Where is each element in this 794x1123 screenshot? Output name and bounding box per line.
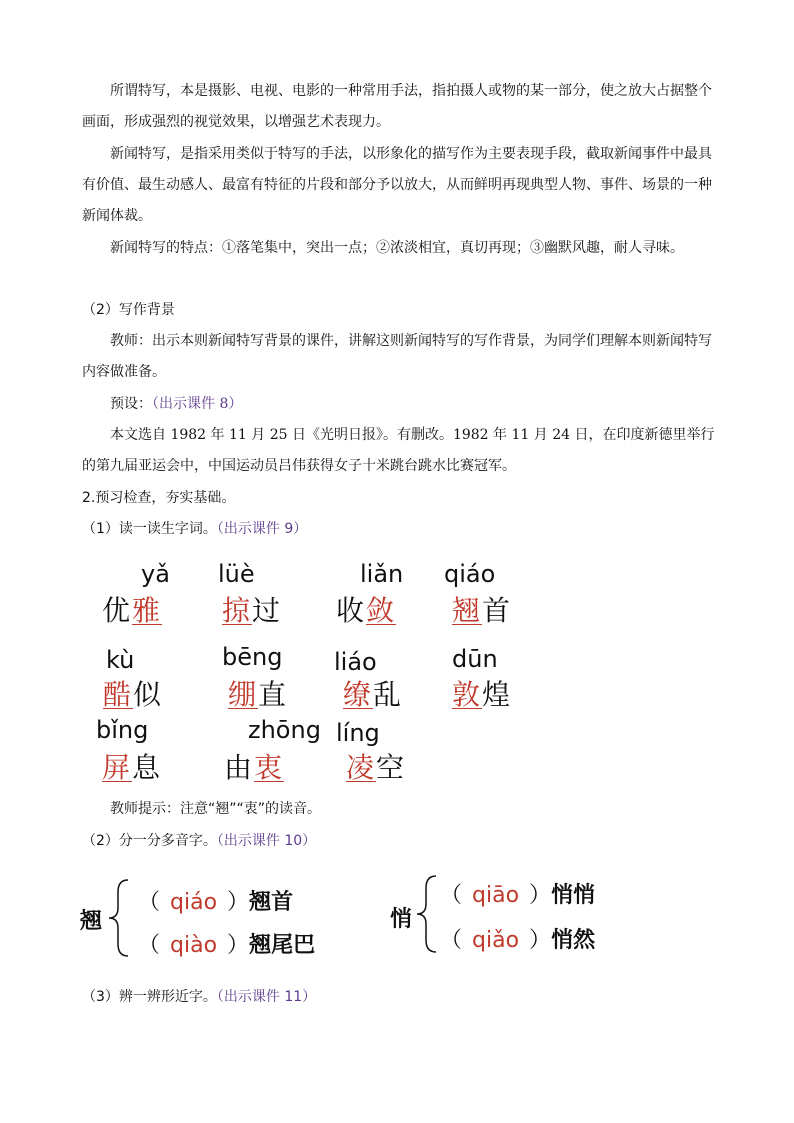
- target-char: 酷: [103, 678, 134, 711]
- news-feature-paragraph: 新闻特写，是指采用类似于特写的手法，以形象化的描写作为主要表现手段，截取新闻事件中最具有价值、最生动感人、最富有特征的片段和部分予以放大，从而鲜明再现典型人物、事件、场景的一种新闻体裁。: [82, 146, 712, 224]
- pinyin-ya: yǎ: [141, 560, 170, 588]
- pinyin-zhong: zhōng: [248, 716, 321, 744]
- paren: （: [138, 933, 161, 958]
- word-dunhuang: [452, 673, 512, 713]
- poly-char-qiao2: 悄: [390, 906, 413, 932]
- poly-pinyin: qiào: [170, 933, 218, 958]
- word-youzhong: [224, 746, 284, 786]
- poly-row-qiao2-2: [440, 923, 595, 954]
- brace-icon: [106, 878, 130, 958]
- courseware-8: （出示课件 8）: [152, 396, 243, 412]
- preset-label: 预设：: [110, 396, 152, 412]
- target-char: 翘: [452, 594, 483, 627]
- pinyin-dun: dūn: [452, 645, 498, 673]
- poly-pinyin: qiáo: [170, 890, 218, 915]
- target-char: 凌: [346, 751, 377, 784]
- target-char: 雅: [132, 594, 163, 627]
- writing-background-heading: （2）写作背景: [82, 302, 175, 318]
- pinyin-liao: liáo: [334, 648, 377, 676]
- paren: （: [138, 890, 161, 915]
- target-char: 掠: [222, 594, 253, 627]
- poly-word: 悄然: [551, 927, 596, 953]
- char: 优: [102, 594, 133, 627]
- shape-label: （3）辨一辨形近字。: [82, 989, 217, 1005]
- teacher-background-paragraph: 教师：出示本则新闻特写背景的课件，讲解这则新闻特写的写作背景，为同学们理解本则新闻特写内容做准备。: [82, 333, 712, 380]
- char: 煌: [482, 678, 513, 711]
- poly-word: 翘尾巴: [249, 932, 316, 958]
- char: 似: [133, 678, 164, 711]
- poly-row-qiao-1: [138, 885, 293, 916]
- poly-pinyin: qiǎo: [472, 928, 520, 953]
- polyphone-label: （2）分一分多音字。: [82, 833, 217, 849]
- features-paragraph: 新闻特写的特点：①落笔集中，突出一点；②浓淡相宜，真切再现；③幽默风趣，耐人寻味。: [110, 240, 684, 256]
- pinyin-ku: kù: [106, 646, 135, 674]
- word-youya: [102, 589, 162, 629]
- shape-heading: [82, 982, 722, 1013]
- pinyin-lian: liǎn: [360, 560, 404, 588]
- char: 首: [482, 594, 513, 627]
- char: 息: [132, 751, 163, 784]
- char: 收: [336, 594, 367, 627]
- definition-paragraph: 所谓特写，本是摄影、电视、电影的一种常用手法，指拍摄人或物的某一部分，使之放大占据整个画面，形成强烈的视觉效果，以增强艺术表现力。: [82, 83, 712, 130]
- target-char: 敛: [366, 594, 397, 627]
- pinyin-bing: bǐng: [96, 716, 149, 744]
- poly-word: 翘首: [249, 889, 294, 915]
- poly-pinyin: qiāo: [472, 883, 520, 908]
- word-shoulian: [336, 589, 396, 629]
- paren: ）: [227, 890, 250, 915]
- pinyin-beng: bēng: [222, 643, 283, 671]
- read-words-heading: [82, 514, 722, 545]
- char: 过: [252, 594, 283, 627]
- poly-row-qiao2-1: [440, 878, 595, 909]
- poly-row-qiao-2: [138, 928, 315, 959]
- polyphone-heading: [82, 826, 722, 857]
- courseware-10: （出示课件 10）: [216, 833, 317, 849]
- target-char: 绷: [228, 678, 259, 711]
- target-char: 缭: [343, 678, 374, 711]
- brace-icon: [414, 874, 438, 954]
- courseware-9: （出示课件 9）: [216, 521, 308, 537]
- paren: ）: [227, 933, 250, 958]
- poly-word: 悄悄: [551, 882, 596, 908]
- target-char: 衷: [254, 751, 285, 784]
- pinyin-qiao: qiáo: [444, 560, 496, 588]
- char: 由: [224, 751, 255, 784]
- source-paragraph: 本文选自 1982 年 11 月 25 日《光明日报》。有删改。1982 年 11 月 24 日，在印度新德里举行的第九届亚运会中，中国运动员吕伟获得女子十米跳台跳水比赛冠军。: [82, 427, 715, 474]
- word-liaoluan: [343, 673, 403, 713]
- pinyin-lue: lüè: [218, 560, 255, 588]
- pinyin-ling: líng: [336, 719, 380, 747]
- word-kusi: [103, 673, 163, 713]
- word-lueguo: [222, 589, 282, 629]
- paren: （: [440, 883, 463, 908]
- read-words-label: （1）读一读生字词。: [82, 521, 217, 537]
- target-char: 敦: [452, 678, 483, 711]
- preset-line: [82, 389, 722, 420]
- char: 直: [258, 678, 289, 711]
- teacher-tip: 教师提示：注意“翘”“衷”的读音。: [110, 801, 322, 817]
- courseware-11: （出示课件 11）: [216, 989, 317, 1005]
- poly-char-qiao: 翘: [80, 908, 103, 934]
- word-qiaoshou: [452, 589, 512, 629]
- paren: ）: [529, 883, 552, 908]
- char: 乱: [373, 678, 404, 711]
- word-bingxi: [102, 746, 162, 786]
- section-2-heading: 2.预习检查，夯实基础。: [82, 490, 236, 506]
- char: 空: [376, 751, 407, 784]
- paren: ）: [529, 928, 552, 953]
- paren: （: [440, 928, 463, 953]
- word-lingkong: [346, 746, 406, 786]
- word-bengzhi: [228, 673, 288, 713]
- target-char: 屏: [102, 751, 133, 784]
